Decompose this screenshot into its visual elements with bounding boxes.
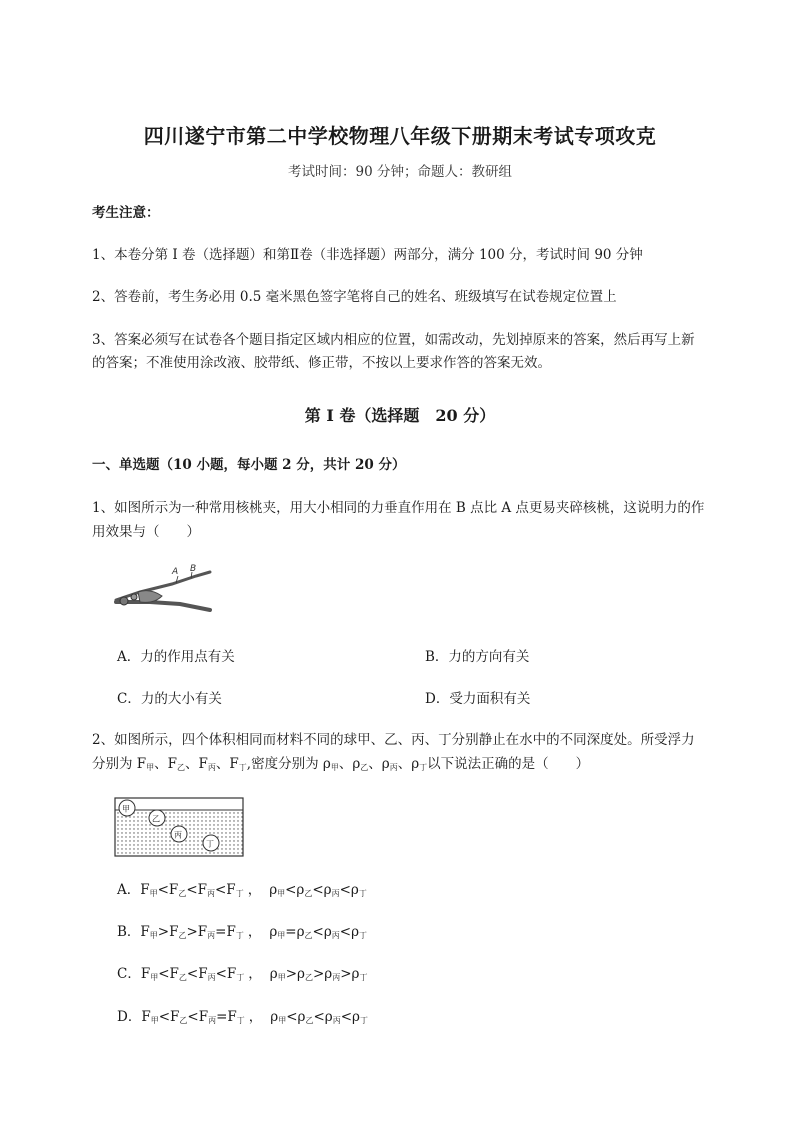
notice-item-3-cont: 的答案；不准使用涂改液、胶带纸、修正带，不按以上要求作答的答案无效。 (92, 355, 551, 371)
q1-option-a[interactable]: A．力的作用点有关 (117, 649, 235, 665)
beaker-figure (113, 796, 245, 860)
q1-option-b[interactable]: B．力的方向有关 (425, 649, 530, 665)
q1-stem-line1: 1、如图所示为一种常用核桃夹，用大小相同的力垂直作用在 B 点比 A 点更易夹碎核桃，这说明力的作 (92, 500, 705, 516)
notice-item-2: 2、答卷前，考生务必用 0.5 毫米黑色签字笔将自己的姓名、班级填写在试卷规定位置上 (92, 289, 617, 305)
notice-heading: 考生注意： (92, 205, 160, 221)
q2-option-b[interactable]: B．$F_甲>F_乙>F_丙=F_丁$ ， $\rho_甲=\rho_乙<\rho_丙<\rho_丁$ (117, 924, 368, 940)
ball-label-yi: 乙 (152, 814, 160, 824)
q1-stem-line2: 用效果与（ ） (92, 524, 200, 540)
part-heading: 一、单选题（10 小题，每小题 2 分，共计 20 分） (92, 457, 406, 473)
figure-label-b: B (190, 564, 197, 574)
exam-info: 考试时间：90 分钟；命题人：教研组 (288, 164, 512, 180)
q1-option-c[interactable]: C．力的大小有关 (117, 691, 222, 707)
page-title: 四川遂宁市第二中学校物理八年级下册期末考试专项攻克 (143, 124, 657, 148)
ball-label-bing: 丙 (174, 830, 182, 840)
q2-option-d[interactable]: D．$F_甲<F_乙<F_丙=F_丁$ ， $\rho_甲<\rho_乙<\rho_丙<\rho_丁$ (117, 1009, 368, 1025)
ball-label-jia: 甲 (122, 804, 130, 814)
notice-item-1: 1、本卷分第 I 卷（选择题）和第Ⅱ卷（非选择题）两部分，满分 100 分，考试时间 90 分钟 (92, 247, 643, 263)
q2-stem-line2: 分别为 $F_甲$、$F_乙$、$F_丙$、$F_丁$,密度分别为 $\rho_甲$、$\rho_乙$、$\rho_丙$、$\rho_丁$以下说法正确的是（ ） (92, 756, 590, 772)
q2-option-a[interactable]: A．$F_甲<F_乙<F_丙<F_丁$ ， $\rho_甲<\rho_乙<\rho_丙<\rho_丁$ (117, 882, 367, 898)
section-title: 第 I 卷（选择题 20 分） (304, 406, 496, 425)
q2-option-c[interactable]: C．$F_甲<F_乙<F_丙<F_丁$ ， $\rho_甲>\rho_乙>\rho_丙>\rho_丁$ (117, 966, 368, 982)
q2-stem-line1: 2、如图所示，四个体积相同而材料不同的球甲、乙、丙、丁分别静止在水中的不同深度处。所受浮力 (92, 732, 695, 748)
notice-item-3: 3、答案必须写在试卷各个题目指定区域内相应的位置，如需改动，先划掉原来的答案，然后再写上新 (92, 332, 695, 348)
ball-label-ding: 丁 (206, 839, 214, 849)
nutcracker-figure (110, 562, 222, 612)
q1-option-d[interactable]: D．受力面积有关 (425, 691, 531, 707)
figure-label-a: A (172, 567, 179, 577)
